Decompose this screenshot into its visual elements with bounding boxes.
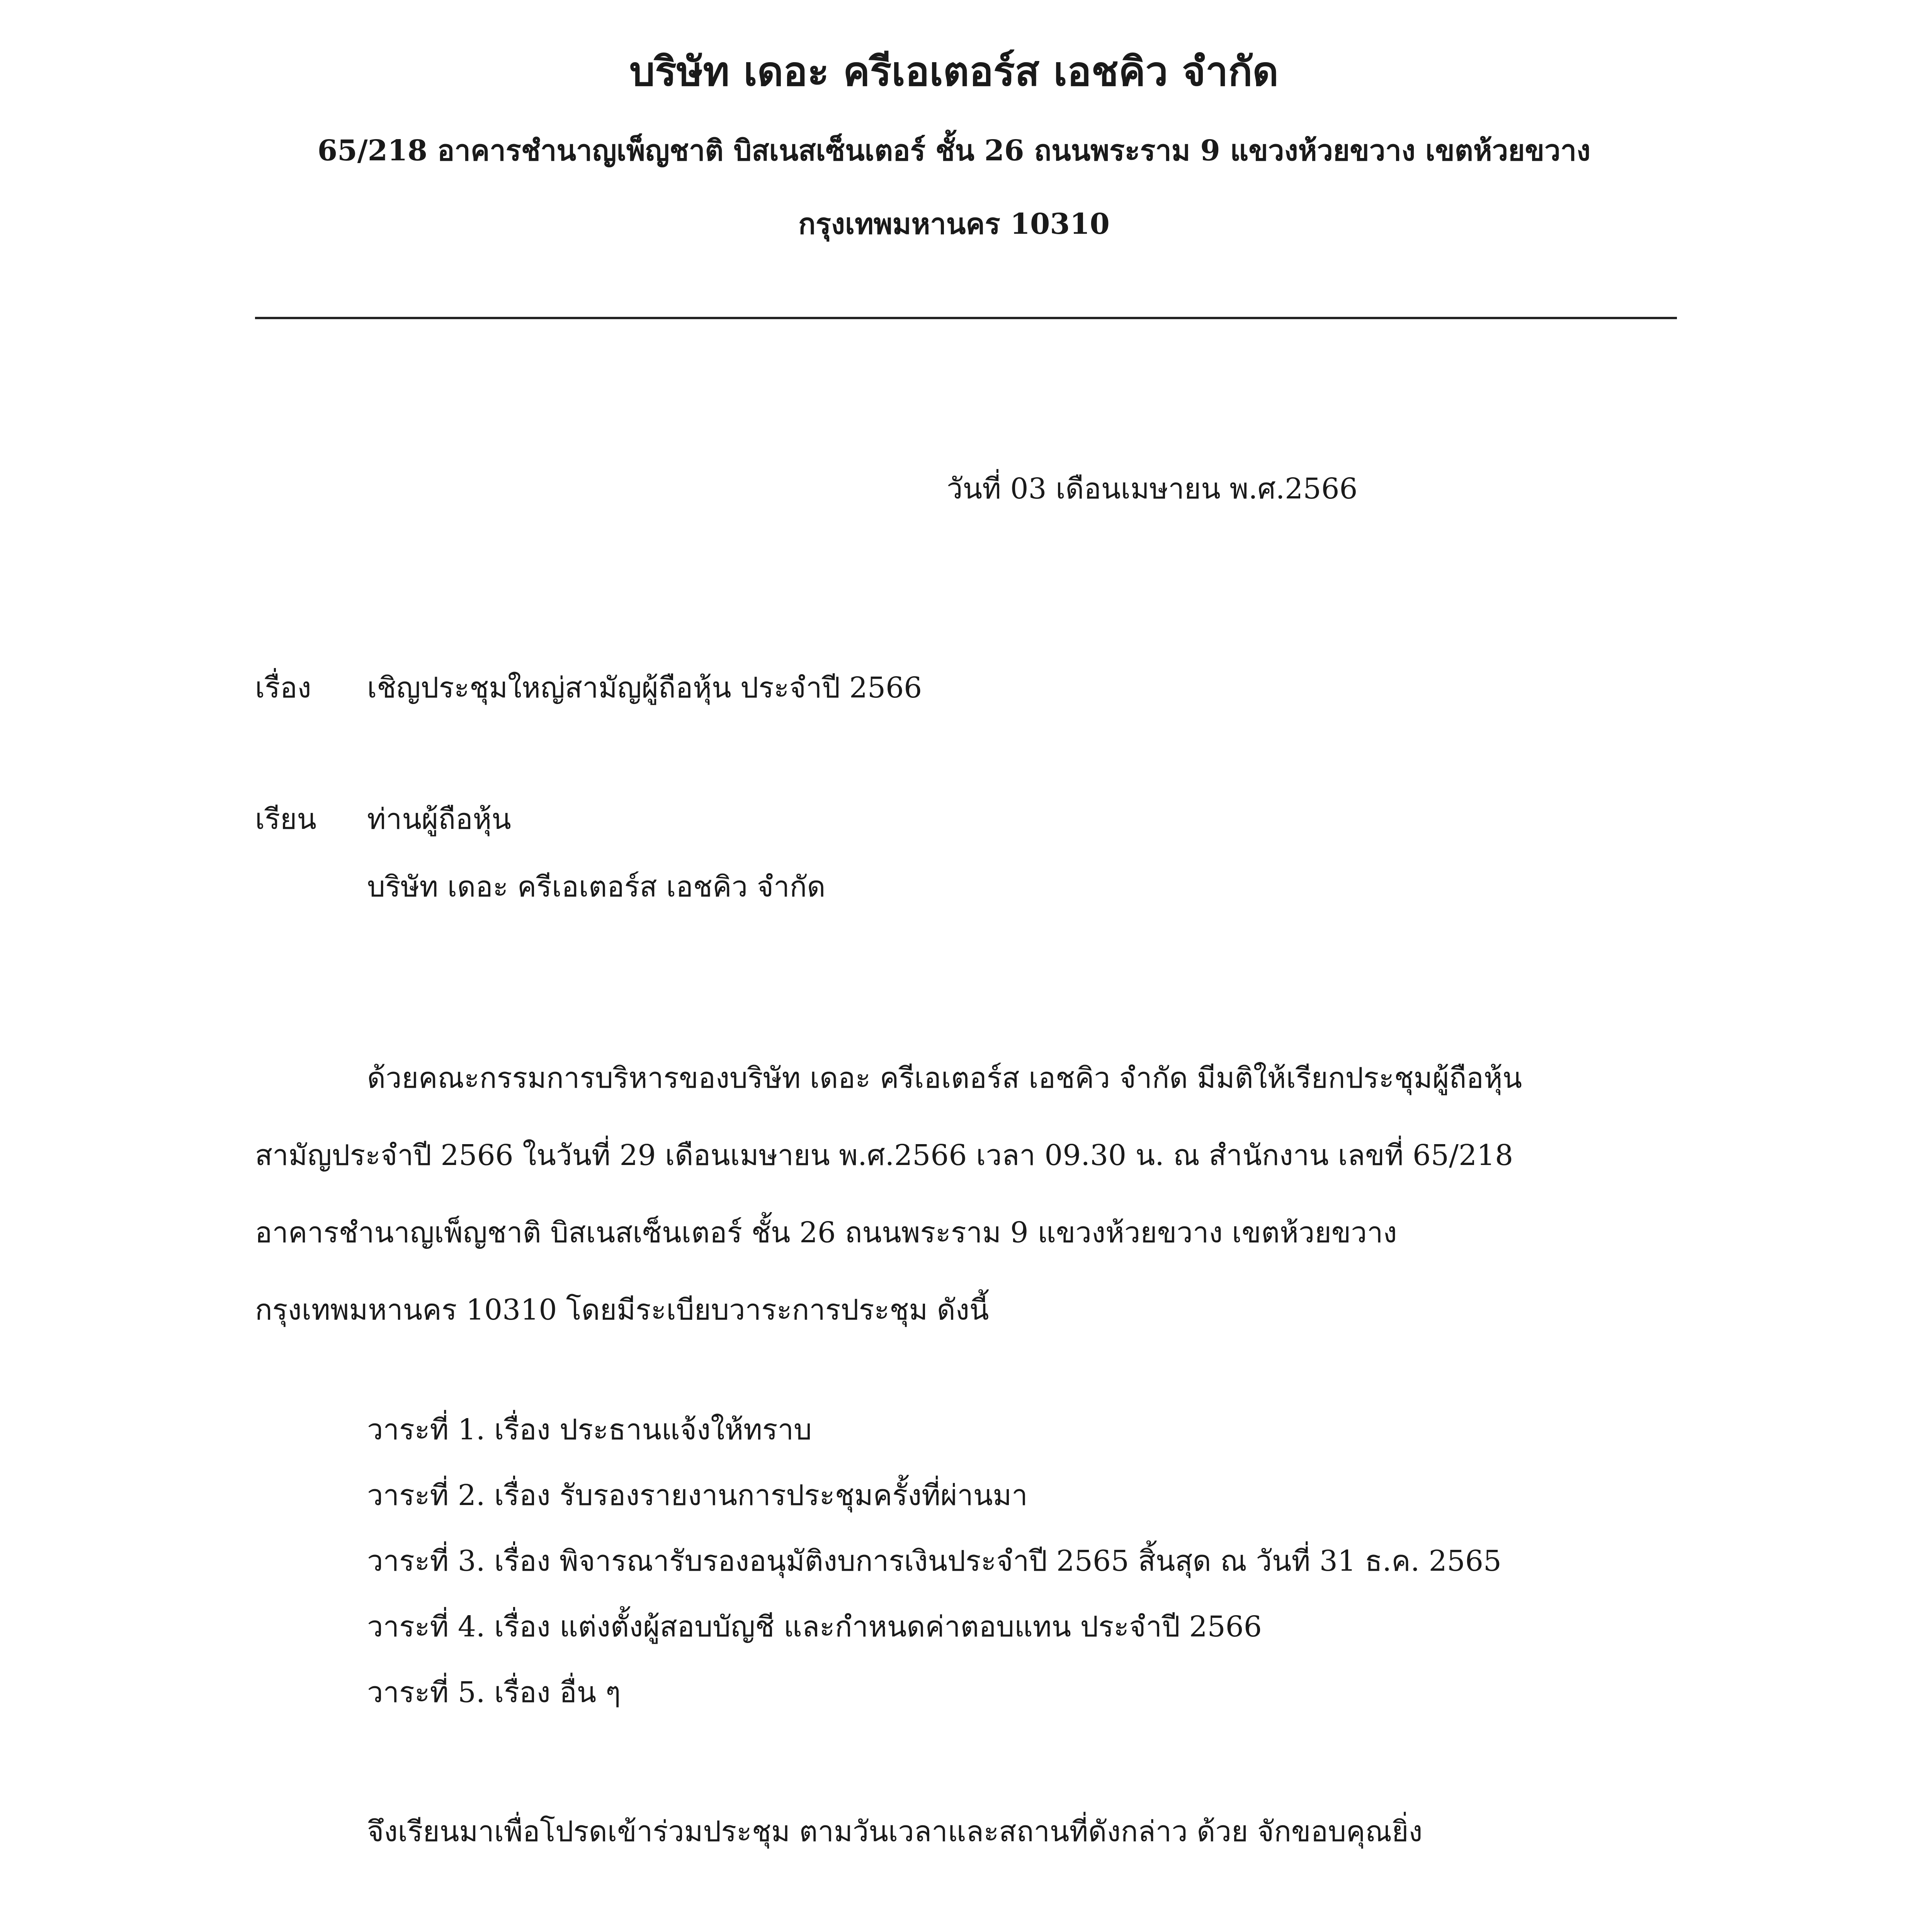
agenda-item: วาระที่ 4. เรื่อง แต่งตั้งผู้สอบบัญชี และกำหนดค่าตอบแทน ประจำปี 2566 xyxy=(367,1610,1262,1643)
body-paragraph xyxy=(255,1055,1685,1364)
recipient-label: เรียน xyxy=(255,803,316,836)
header-divider xyxy=(255,317,1677,319)
company-address-line-2: กรุงเทพมหานคร 10310 xyxy=(798,207,1110,241)
agenda-item: วาระที่ 1. เรื่อง ประธานแจ้งให้ทราบ xyxy=(367,1413,812,1446)
body-line: กรุงเทพมหานคร 10310 โดยมีระเบียบวาระการประชุม ดังนี้ xyxy=(255,1293,989,1327)
closing-sentence: จึงเรียนมาเพื่อโปรดเข้าร่วมประชุม ตามวันเวลาและสถานที่ดังกล่าว ด้วย จักขอบคุณยิ่ง xyxy=(367,1815,1423,1848)
agenda-item: วาระที่ 3. เรื่อง พิจารณารับรองอนุมัติงบการเงินประจำปี 2565 สิ้นสุด ณ วันที่ 31 ธ.ค. 2565 xyxy=(367,1544,1502,1578)
body-line: สามัญประจำปี 2566 ในวันที่ 29 เดือนเมษายน พ.ศ.2566 เวลา 09.30 น. ณ สำนักงาน เลขที่ 65/218 xyxy=(255,1139,1513,1172)
recipient-line-1: ท่านผู้ถือหุ้น xyxy=(367,803,511,836)
body-line: อาคารชำนาญเพ็ญชาติ บิสเนสเซ็นเตอร์ ชั้น 26 ถนนพระราม 9 แขวงห้วยขวาง เขตห้วยขวาง xyxy=(255,1216,1397,1249)
body-line: ด้วยคณะกรรมการบริหารของบริษัท เดอะ ครีเอเตอร์ส เอชคิว จำกัด มีมติให้เรียกประชุมผู้ถือหุ้น xyxy=(367,1061,1522,1095)
subject-text: เชิญประชุมใหญ่สามัญผู้ถือหุ้น ประจำปี 2566 xyxy=(367,671,922,704)
letter-date: วันที่ 03 เดือนเมษายน พ.ศ.2566 xyxy=(947,472,1358,505)
company-address-line-1: 65/218 อาคารชำนาญเพ็ญชาติ บิสเนสเซ็นเตอร์ ชั้น 26 ถนนพระราม 9 แขวงห้วยขวาง เขตห้วยขวาง xyxy=(317,134,1591,167)
agenda-list xyxy=(367,1406,1502,1735)
agenda-item: วาระที่ 5. เรื่อง อื่น ๆ xyxy=(367,1676,621,1709)
recipient-line-2: บริษัท เดอะ ครีเอเตอร์ส เอชคิว จำกัด xyxy=(367,870,826,903)
subject-label: เรื่อง xyxy=(255,671,311,704)
agenda-item: วาระที่ 2. เรื่อง รับรองรายงานการประชุมครั้งที่ผ่านมา xyxy=(367,1479,1028,1512)
company-name: บริษัท เดอะ ครีเอเตอร์ส เอชคิว จำกัด xyxy=(629,48,1279,95)
